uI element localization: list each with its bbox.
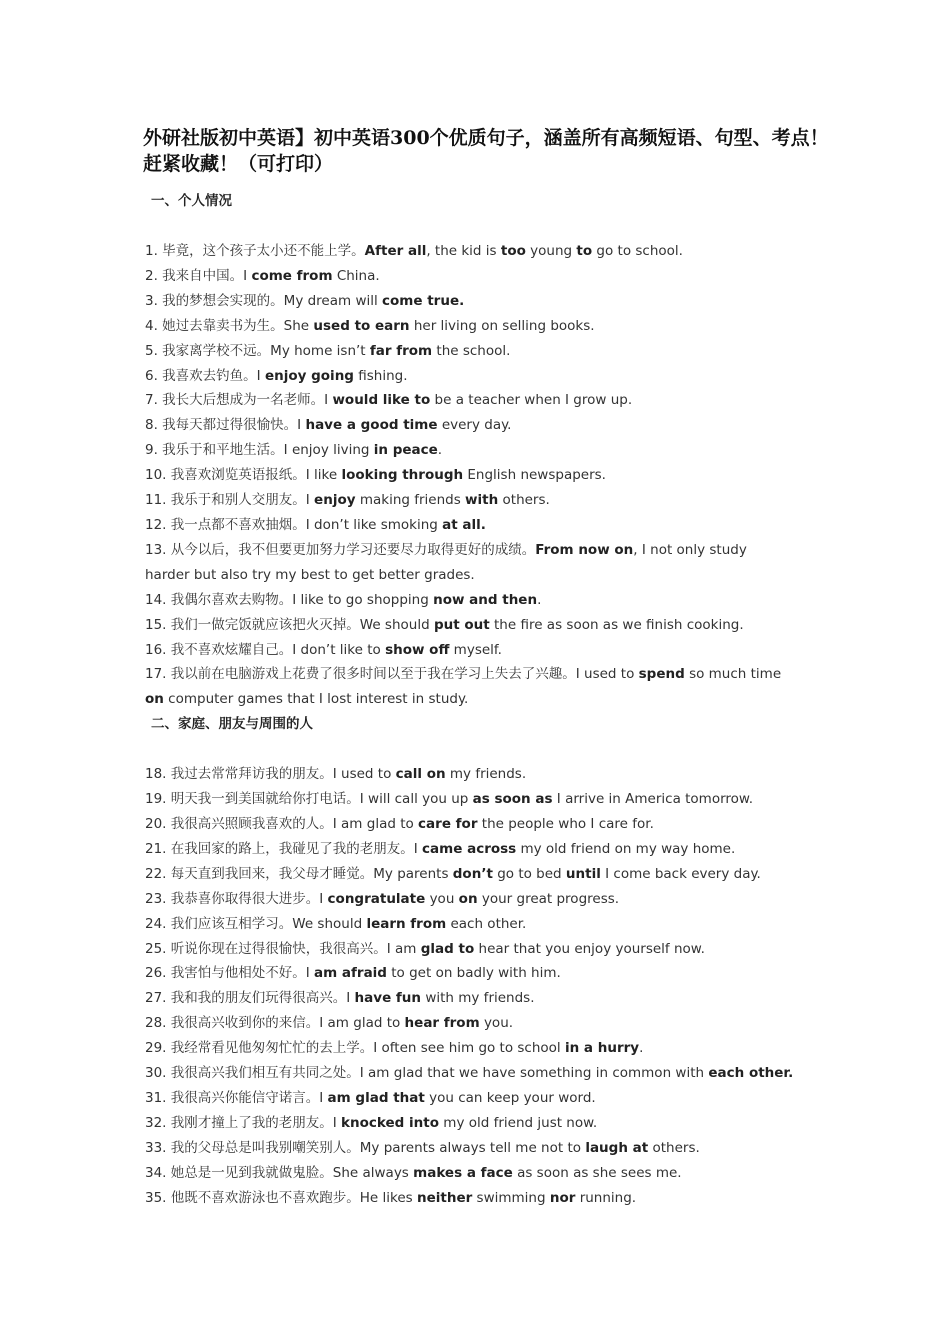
sentence-text: 30. 我很高兴我们相互有共同之处。I am glad that we have something in common with [145,1065,709,1082]
sentence-item [145,912,835,937]
sentence-text: her living on selling books. [409,317,595,334]
sentence-item [145,986,835,1011]
sentence-text: swimming [472,1189,550,1206]
key-phrase: nor [549,1189,576,1206]
sentence-item [145,862,835,887]
section-heading: 一、个人情况 [151,193,232,209]
sentence-text: 3. 我的梦想会实现的。My dream will [145,292,383,309]
sentence-item [145,388,835,413]
section-1 [145,189,835,712]
sentence-text: so much time [684,666,782,683]
sentence-text: 12. 我一点都不喜欢抽烟。I don’t like smoking [145,516,443,533]
sentence-text: 7. 我长大后想成为一名老师。I [145,392,333,409]
sentence-text: China. [332,267,380,284]
key-phrase: to [576,243,593,259]
key-phrase: learn from [366,915,447,932]
sentence-item [145,613,835,638]
sentence-text: with my friends. [421,990,535,1007]
key-phrase: until [565,865,601,882]
sentence-text: 9. 我乐于和平地生活。I enjoy living [145,442,374,459]
sentence-text: your great progress. [477,890,620,907]
sentence-text: 17. 我以前在电脑游戏上花费了很多时间以至于我在学习上失去了兴趣。I used to [145,666,639,683]
key-phrase: neither [416,1189,473,1206]
sentence-text: every day. [437,417,512,434]
key-phrase: with [465,492,499,509]
key-phrase: put out [433,616,490,633]
sentence-text: 16. 我不喜欢炫耀自己。I don’t like to [145,641,386,658]
sentence-text: 15. 我们一做完饭就应该把火灭掉。We should [145,616,434,633]
sentence-item [145,1011,835,1036]
sentence-text: the school. [432,342,511,359]
sentence-item [145,937,835,962]
sentence-item [145,463,835,488]
key-phrase: as soon as [472,791,553,808]
sentence-text: 33. 我的父母总是叫我别嘲笑别人。My parents always tell me not to [145,1139,586,1156]
key-phrase: care for [418,816,478,833]
sentence-text: as soon as she sees me. [512,1164,682,1181]
key-phrase: call on [395,766,446,783]
sentence-text: 28. 我很高兴收到你的来信。I am glad to [145,1015,405,1032]
sentence-item [145,812,835,837]
section-2 [145,712,835,1210]
sentence-text: 24. 我们应该互相学习。We should [145,915,367,932]
sentence-text: others. [648,1139,700,1156]
sentence-text: you. [479,1015,514,1032]
sentence-text: computer games that I lost interest in study. [163,691,469,708]
sentence-item [145,837,835,862]
key-phrase: each other. [708,1065,794,1082]
sentence-item [145,787,835,812]
sentence-item [145,887,835,912]
sentence-text: to get on badly with him. [386,965,561,982]
sentence-text: , I not only study harder but also try my best to get better grades. [145,541,747,583]
sentence-text: 20. 我很高兴照顾我喜欢的人。I am glad to [145,816,419,833]
sentence-item [145,438,835,463]
sentence-text: you can keep your word. [424,1090,596,1106]
key-phrase: From now on [535,541,634,558]
sentence-item [145,961,835,986]
key-phrase: After all [364,243,427,259]
sentence-item [145,1061,835,1086]
sentence-item [145,638,835,663]
key-phrase: in a hurry [564,1040,640,1057]
sentence-item [145,1111,835,1136]
key-phrase: now and then [433,591,538,608]
sentence-item [145,762,835,787]
sentence-item [145,588,835,613]
sentence-text: the fire as soon as we finish cooking. [489,616,744,633]
key-phrase: on [458,890,478,907]
key-phrase: congratulate [327,890,426,907]
sentence-text: 11. 我乐于和别人交朋友。I [145,492,315,509]
sentence-text: . [639,1040,644,1057]
key-phrase: come from [251,267,333,284]
sentence-text: I arrive in America tomorrow. [552,791,754,808]
key-phrase: knocked into [341,1114,440,1131]
sentence-text: 26. 我害怕与他相处不好。I [145,965,315,982]
sentence-item [145,314,835,339]
key-phrase: spend [638,666,685,683]
key-phrase: am afraid [314,965,387,982]
key-phrase: on [145,691,164,708]
sentence-item [145,413,835,438]
key-phrase: at all. [442,516,486,533]
sentence-text: my old friend just now. [439,1114,598,1131]
key-phrase: in peace [373,442,438,459]
sentence-item [145,662,785,712]
sentence-text: others. [498,492,550,509]
document-sections [145,189,835,1211]
sentence-text: 4. 她过去靠卖书为生。She [145,317,314,334]
sentence-text: 19. 明天我一到美国就给你打电话。I will call you up [145,791,473,808]
key-phrase: enjoy going [264,367,354,384]
sentence-text: 5. 我家离学校不远。My home isn’t [145,342,370,359]
key-phrase: too [500,243,526,259]
sentence-text: 35. 他既不喜欢游泳也不喜欢跑步。He likes [145,1189,417,1206]
sentence-item [145,1136,835,1161]
sentence-text: myself. [449,641,502,658]
sentence-text: go to school. [592,243,683,259]
key-phrase: hear from [404,1015,480,1032]
sentence-text: my friends. [445,766,527,783]
sentence-text: my old friend on my way home. [516,840,736,857]
key-phrase: have a good time [305,417,438,434]
section-heading: 二、家庭、朋友与周围的人 [151,716,313,733]
sentence-item [145,1086,835,1111]
sentence-text: hear that you enjoy yourself now. [474,940,705,957]
sentence-text: . [437,442,443,459]
sentence-text: you [425,890,459,907]
sentence-text: 2. 我来自中国。I [145,267,252,284]
key-phrase: have fun [354,990,422,1007]
key-phrase: am glad that [327,1090,425,1106]
sentence-item [145,1186,835,1211]
sentence-text: 6. 我喜欢去钓鱼。I [145,367,265,384]
sentence-text: 22. 每天直到我回来，我父母才睡觉。My parents [145,865,453,882]
sentence-item [145,1161,835,1186]
sentence-text: 10. 我喜欢浏览英语报纸。I like [145,467,342,484]
sentence-item [145,488,835,513]
sentence-text: 8. 我每天都过得很愉快。I [145,417,306,434]
key-phrase: laugh at [585,1139,649,1156]
sentence-text: each other. [446,915,527,932]
sentence-text: 29. 我经常看见他匆匆忙忙的去上学。I often see him go to school [145,1040,565,1057]
sentence-text: be a teacher when I grow up. [430,392,633,409]
sentence-item [145,289,835,314]
sentence-item [145,239,835,264]
sentence-item [145,1036,835,1061]
key-phrase: would like to [332,392,431,409]
key-phrase: looking through [341,467,464,484]
sentence-text: 25. 听说你现在过得很愉快，我很高兴。I am [145,940,421,957]
sentence-text: fishing. [353,367,408,384]
sentence-item [145,513,835,538]
sentence-text: 1. 毕竟，这个孩子太小还不能上学。 [145,243,365,259]
sentence-text: English newspapers. [463,467,606,484]
sentence-text: the people who I care for. [477,816,654,833]
sentence-item [145,264,835,289]
sentence-text: making friends [355,492,466,509]
sentence-item [145,339,835,364]
sentence-text: 34. 她总是一见到我就做鬼脸。She always [145,1164,414,1181]
key-phrase: far from [369,342,433,359]
key-phrase: glad to [420,940,475,957]
sentence-text: 31. 我很高兴你能信守诺言。I [145,1090,328,1106]
sentence-text: 23. 我恭喜你取得很大进步。I [145,890,328,907]
sentence-text: I come back every day. [600,865,761,882]
key-phrase: makes a face [413,1164,513,1181]
sentence-text: 13. 从今以后，我不但要更加努力学习还要尽力取得更好的成绩。 [145,541,536,558]
key-phrase: came across [422,840,517,857]
sentence-text: 27. 我和我的朋友们玩得很高兴。I [145,990,355,1007]
sentence-text: . [537,591,542,608]
document-page [145,125,835,1211]
sentence-text: , the kid is [426,243,501,259]
sentence-text: running. [575,1189,637,1206]
sentence-text: 21. 在我回家的路上，我碰见了我的老朋友。I [145,840,423,857]
sentence-item [145,538,785,588]
sentence-text: go to bed [492,865,566,882]
sentence-text: young [525,243,577,259]
sentence-text: 32. 我刚才撞上了我的老朋友。I [145,1114,342,1131]
key-phrase: used to earn [313,317,410,334]
sentence-item [145,364,835,389]
document-title: 外研社版初中英语】初中英语300个优质句子，涵盖所有高频短语、句型、考点！赶紧收藏！（可打印） [143,127,829,175]
key-phrase: enjoy [314,492,356,509]
sentence-text: 14. 我偶尔喜欢去购物。I like to go shopping [145,591,434,608]
key-phrase: don’t [452,865,493,882]
key-phrase: come true. [382,292,465,309]
sentence-text: 18. 我过去常常拜访我的朋友。I used to [145,766,396,783]
key-phrase: show off [385,641,450,658]
